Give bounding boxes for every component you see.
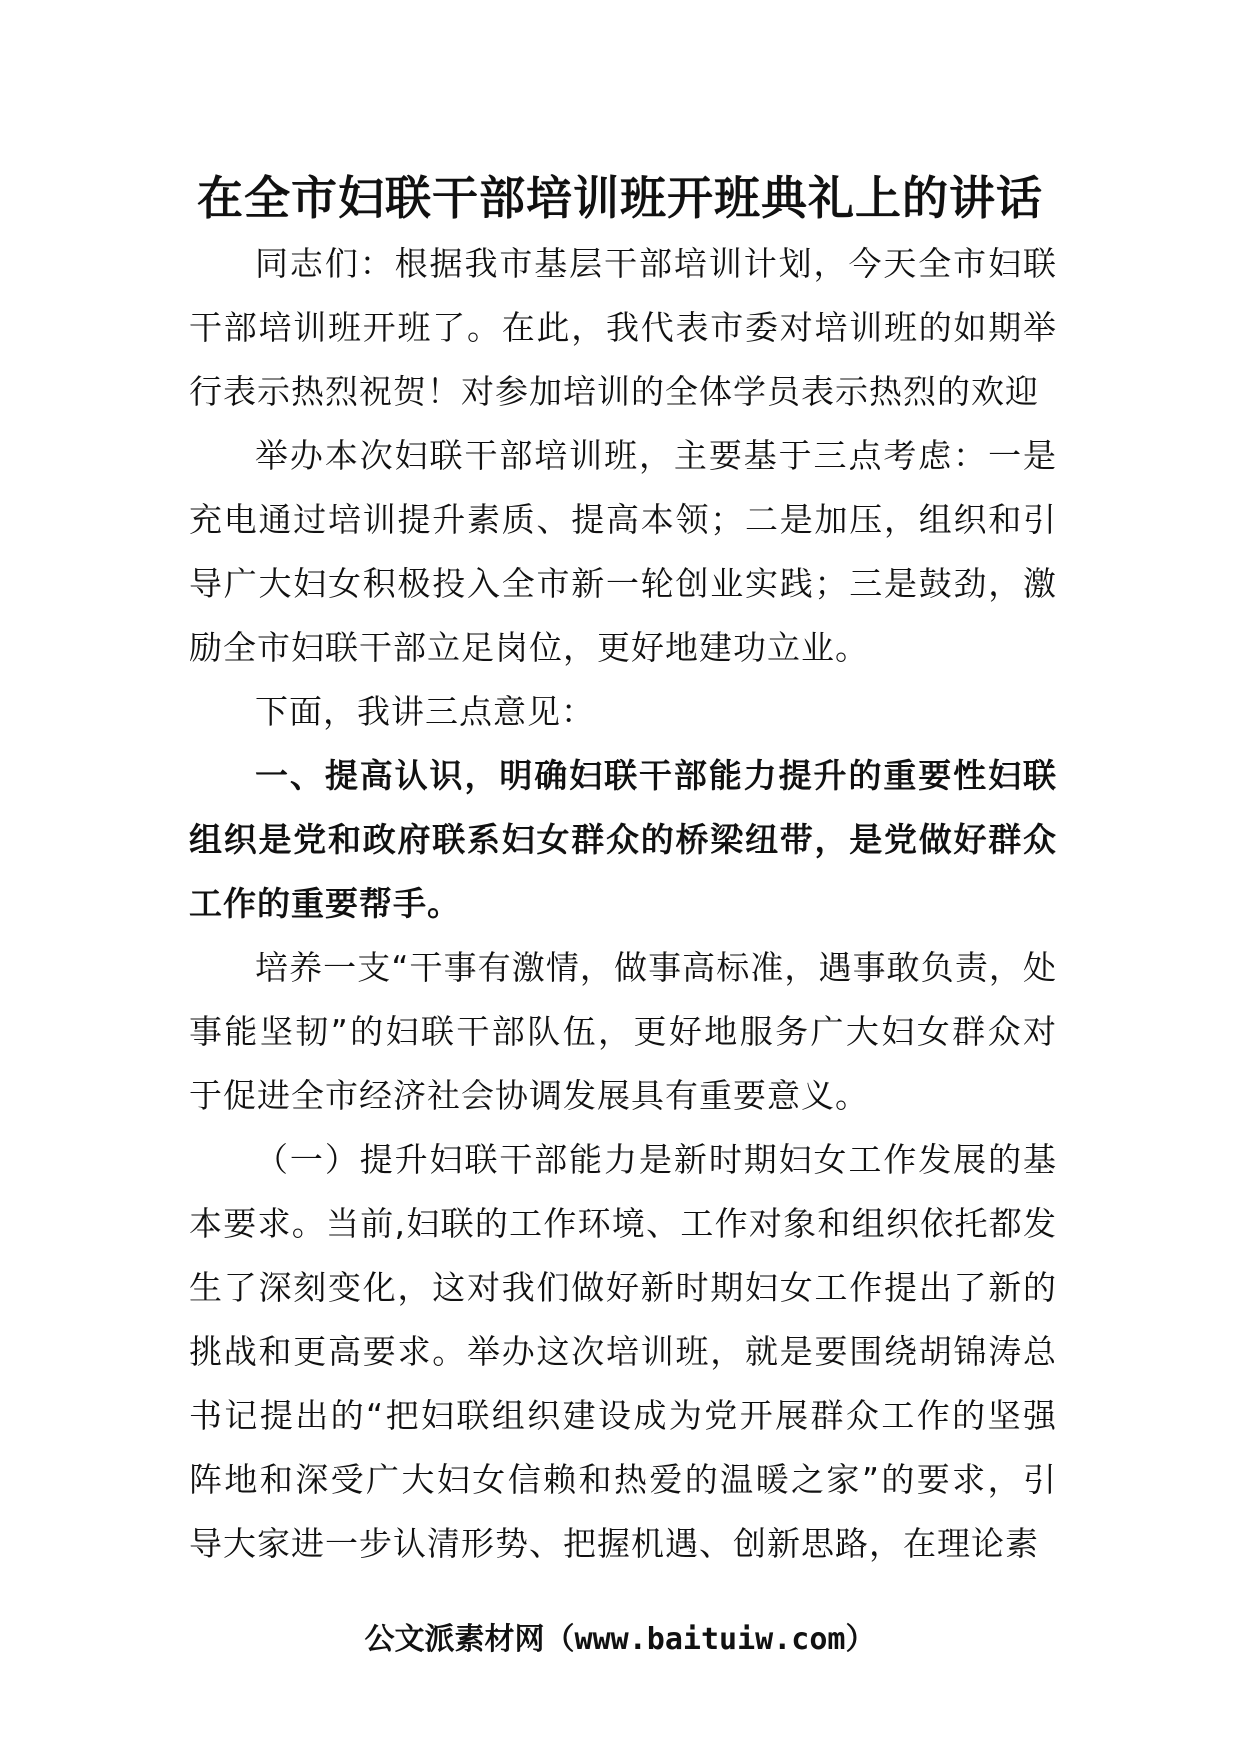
paragraph-greeting: 同志们：根据我市基层干部培训计划，今天全市妇联干部培训班开班了。在此，我代表市委对培训班的如期举行表示热烈祝贺！对参加培训的全体学员表示热烈的欢迎 (189, 244, 1057, 411)
paragraph-subsection-one: （一）提升妇联干部能力是新时期妇女工作发展的基本要求。当前,妇联的工作环境、工作对象和组织依托都发生了深刻变化，这对我们做好新时期妇女工作提出了新的挑战和更高要求。举办这次培训班，就是要围绕胡锦涛总书记提出的“把妇联组织建设成为党开展群众工作的坚强阵地和深受广大妇女信赖和热爱的温暖之家”的要求，引导大家进一步认清形势、把握机遇、创新思路，在理论素 (189, 1140, 1057, 1563)
document-body (189, 232, 1057, 1576)
section-heading-one: 一、提高认识，明确妇联干部能力提升的重要性妇联组织是党和政府联系妇女群众的桥梁纽带，是党做好群众工作的重要帮手。 (189, 756, 1057, 923)
paragraph-intro-points: 下面，我讲三点意见： (255, 692, 595, 731)
document-title: 在全市妇联干部培训班开班典礼上的讲话 (197, 171, 1043, 225)
paragraph-cadre-team: 培养一支“干事有激情，做事高标准，遇事敢负责，处事能坚韧”的妇联干部队伍，更好地服务广大妇女群众对于促进全市经济社会协调发展具有重要意义。 (189, 948, 1057, 1115)
paragraph-considerations: 举办本次妇联干部培训班，主要基于三点考虑：一是充电通过培训提升素质、提高本领；二是加压，组织和引导广大妇女积极投入全市新一轮创业实践；三是鼓劲，激励全市妇联干部立足岗位，更好地建功立业。 (189, 436, 1057, 667)
page-footer: 公文派素材网（www.baituiw.com） (364, 1622, 876, 1657)
